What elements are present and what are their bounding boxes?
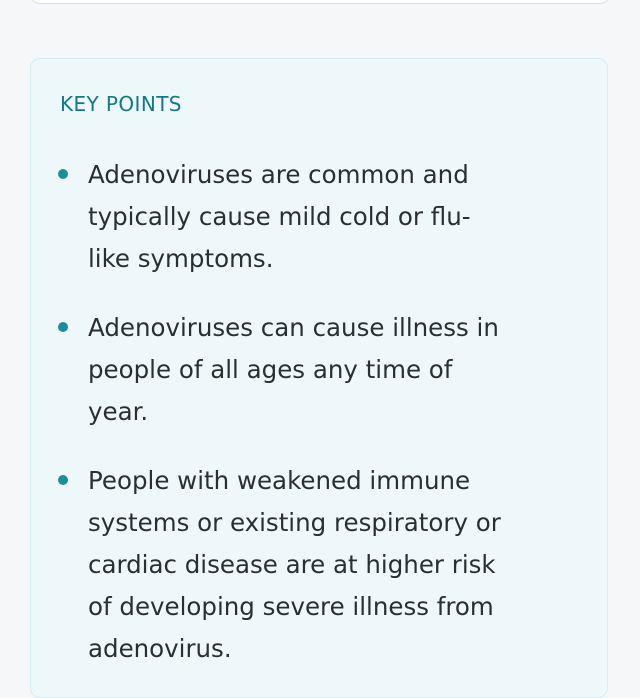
list-item xyxy=(31,460,508,670)
list-item xyxy=(31,154,508,280)
key-points-list xyxy=(31,154,508,697)
list-item xyxy=(31,307,508,433)
bullet-icon xyxy=(58,169,68,179)
key-point-text: People with weakened immune systems or existing respiratory or cardiac disease are at higher risk of developing severe illness from adenovirus. xyxy=(88,466,501,663)
key-points-heading: KEY POINTS xyxy=(60,92,182,116)
key-point-text: Adenoviruses can cause illness in people of all ages any time of year. xyxy=(88,313,499,426)
bullet-icon xyxy=(58,322,68,332)
key-points-panel xyxy=(30,58,608,698)
previous-card xyxy=(30,0,610,4)
key-point-text: Adenoviruses are common and typically cause mild cold or flu-like symptoms. xyxy=(88,160,471,273)
bullet-icon xyxy=(58,475,68,485)
